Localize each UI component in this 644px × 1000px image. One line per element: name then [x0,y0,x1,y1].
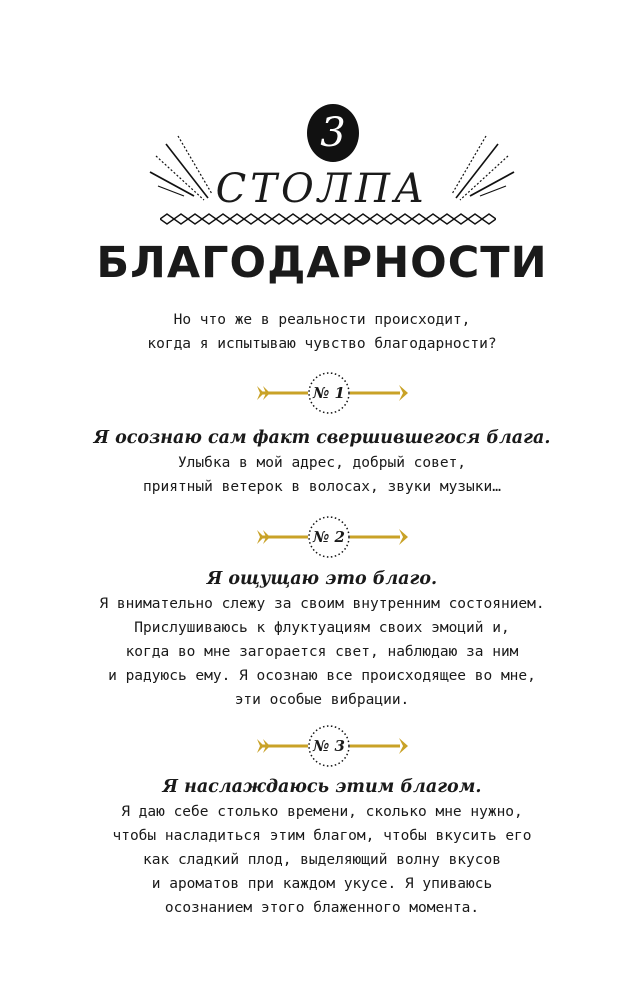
body-line: Улыбка в мой адрес, добрый совет, [177,455,467,471]
section-body [0,451,644,499]
chapter-number-badge [307,104,359,162]
body-line: приятный ветерок в волосах, звуки музыки… [143,479,501,495]
body-line: и ароматов при каждом укусе. Я упиваюсь [151,876,493,892]
body-line: когда во мне загорается свет, наблюдаю за ним [125,644,519,660]
section-body [0,800,644,920]
section-heading: Я наслаждаюсь этим благом. [162,777,482,797]
body-line: Я даю себе столько времени, сколько мне нужно, [121,804,523,820]
section-heading: Я ощущаю это благо. [206,569,438,589]
section-heading: Я осознаю сам факт свершившегося блага. [93,428,551,448]
section-number-badge: № 3 [313,737,345,755]
intro-line: Но что же в реальности происходит, [173,312,471,328]
chapter-number: 3 [320,110,346,156]
section-number-badge: № 1 [313,384,345,402]
chapter-title: БЛАГОДАРНОСТИ [96,238,548,288]
body-line: как сладкий плод, выделяющий волну вкусов [143,852,501,868]
body-line: эти особые вибрации. [234,692,410,708]
intro-line: когда я испытываю чувство благодарности? [147,336,497,352]
body-line: и радуюсь ему. Я осознаю все происходящее во мне, [108,668,536,684]
zigzag-divider [160,212,496,226]
section-body [0,592,644,712]
body-line: чтобы насладиться этим благом, чтобы вкусить его [112,828,532,844]
section-number-badge: № 2 [313,528,345,546]
section-divider-2 [246,514,416,560]
body-line: осознанием этого блаженного момента. [164,900,480,916]
body-line: Прислушиваюсь к флуктуациям своих эмоций и, [134,620,510,636]
section-divider-1 [246,370,416,416]
chapter-subtitle: СТОЛПА [215,166,429,212]
intro-text [0,308,644,356]
section-divider-3 [246,723,416,769]
body-line: Я внимательно слежу за своим внутренним состоянием. [99,596,545,612]
